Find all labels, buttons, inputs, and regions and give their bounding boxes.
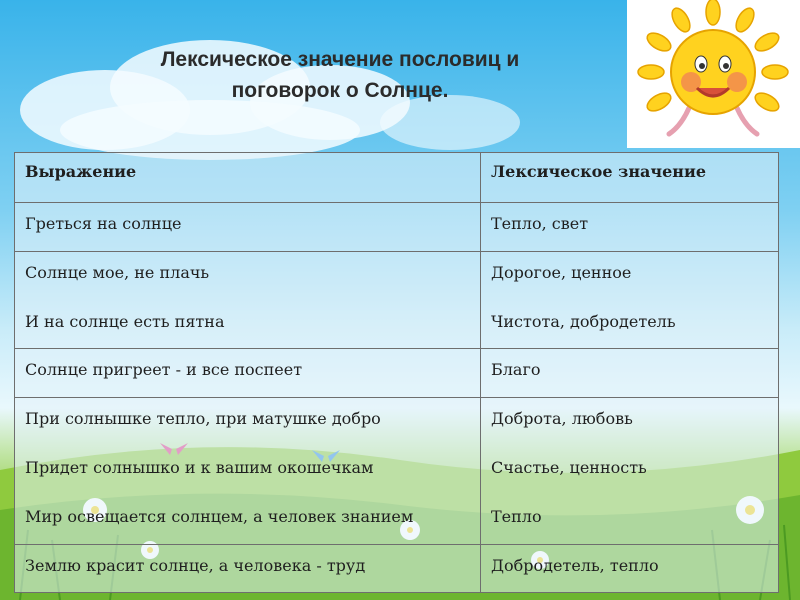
sun-icon [627,0,800,148]
expression-text: Солнце пригреет - и все поспеет [25,360,303,379]
table-row [15,252,779,349]
table-row [15,349,779,398]
table-row [15,398,779,545]
table-row [15,545,779,593]
expression-text: Мир освещается солнцем, а человек знанием [25,507,414,526]
proverbs-table [14,152,779,593]
meaning-text: Добродетель, тепло [491,556,659,575]
expression-text: Солнце мое, не плачь [25,263,210,282]
expression-text: Придет солнышко и к вашим окошечкам [25,458,374,477]
meaning-text: Благо [491,360,541,379]
table-row [15,203,779,252]
expression-text: При солнышке тепло, при матушке добро [25,409,381,428]
meaning-text: Доброта, любовь [491,409,633,428]
header-expression: Выражение [15,153,481,203]
page-title [40,44,640,106]
expression-text: И на солнце есть пятна [25,312,225,331]
meaning-text: Тепло [491,507,542,526]
cloud [60,100,360,160]
meaning-text: Чистота, добродетель [491,312,676,331]
expression-text: Землю красит солнце, а человека - труд [25,556,366,575]
expression-text: Греться на солнце [25,214,182,233]
meaning-text: Тепло, свет [491,214,589,233]
title-line-1: Лексическое значение пословиц и [160,48,520,71]
header-meaning: Лексическое значение [481,153,779,203]
meaning-text: Счастье, ценность [491,458,647,477]
sun-illustration [627,0,800,148]
meaning-text: Дорогое, ценное [491,263,632,282]
title-line-2: поговорок о Солнце. [231,79,449,102]
table-header-row [15,153,779,203]
